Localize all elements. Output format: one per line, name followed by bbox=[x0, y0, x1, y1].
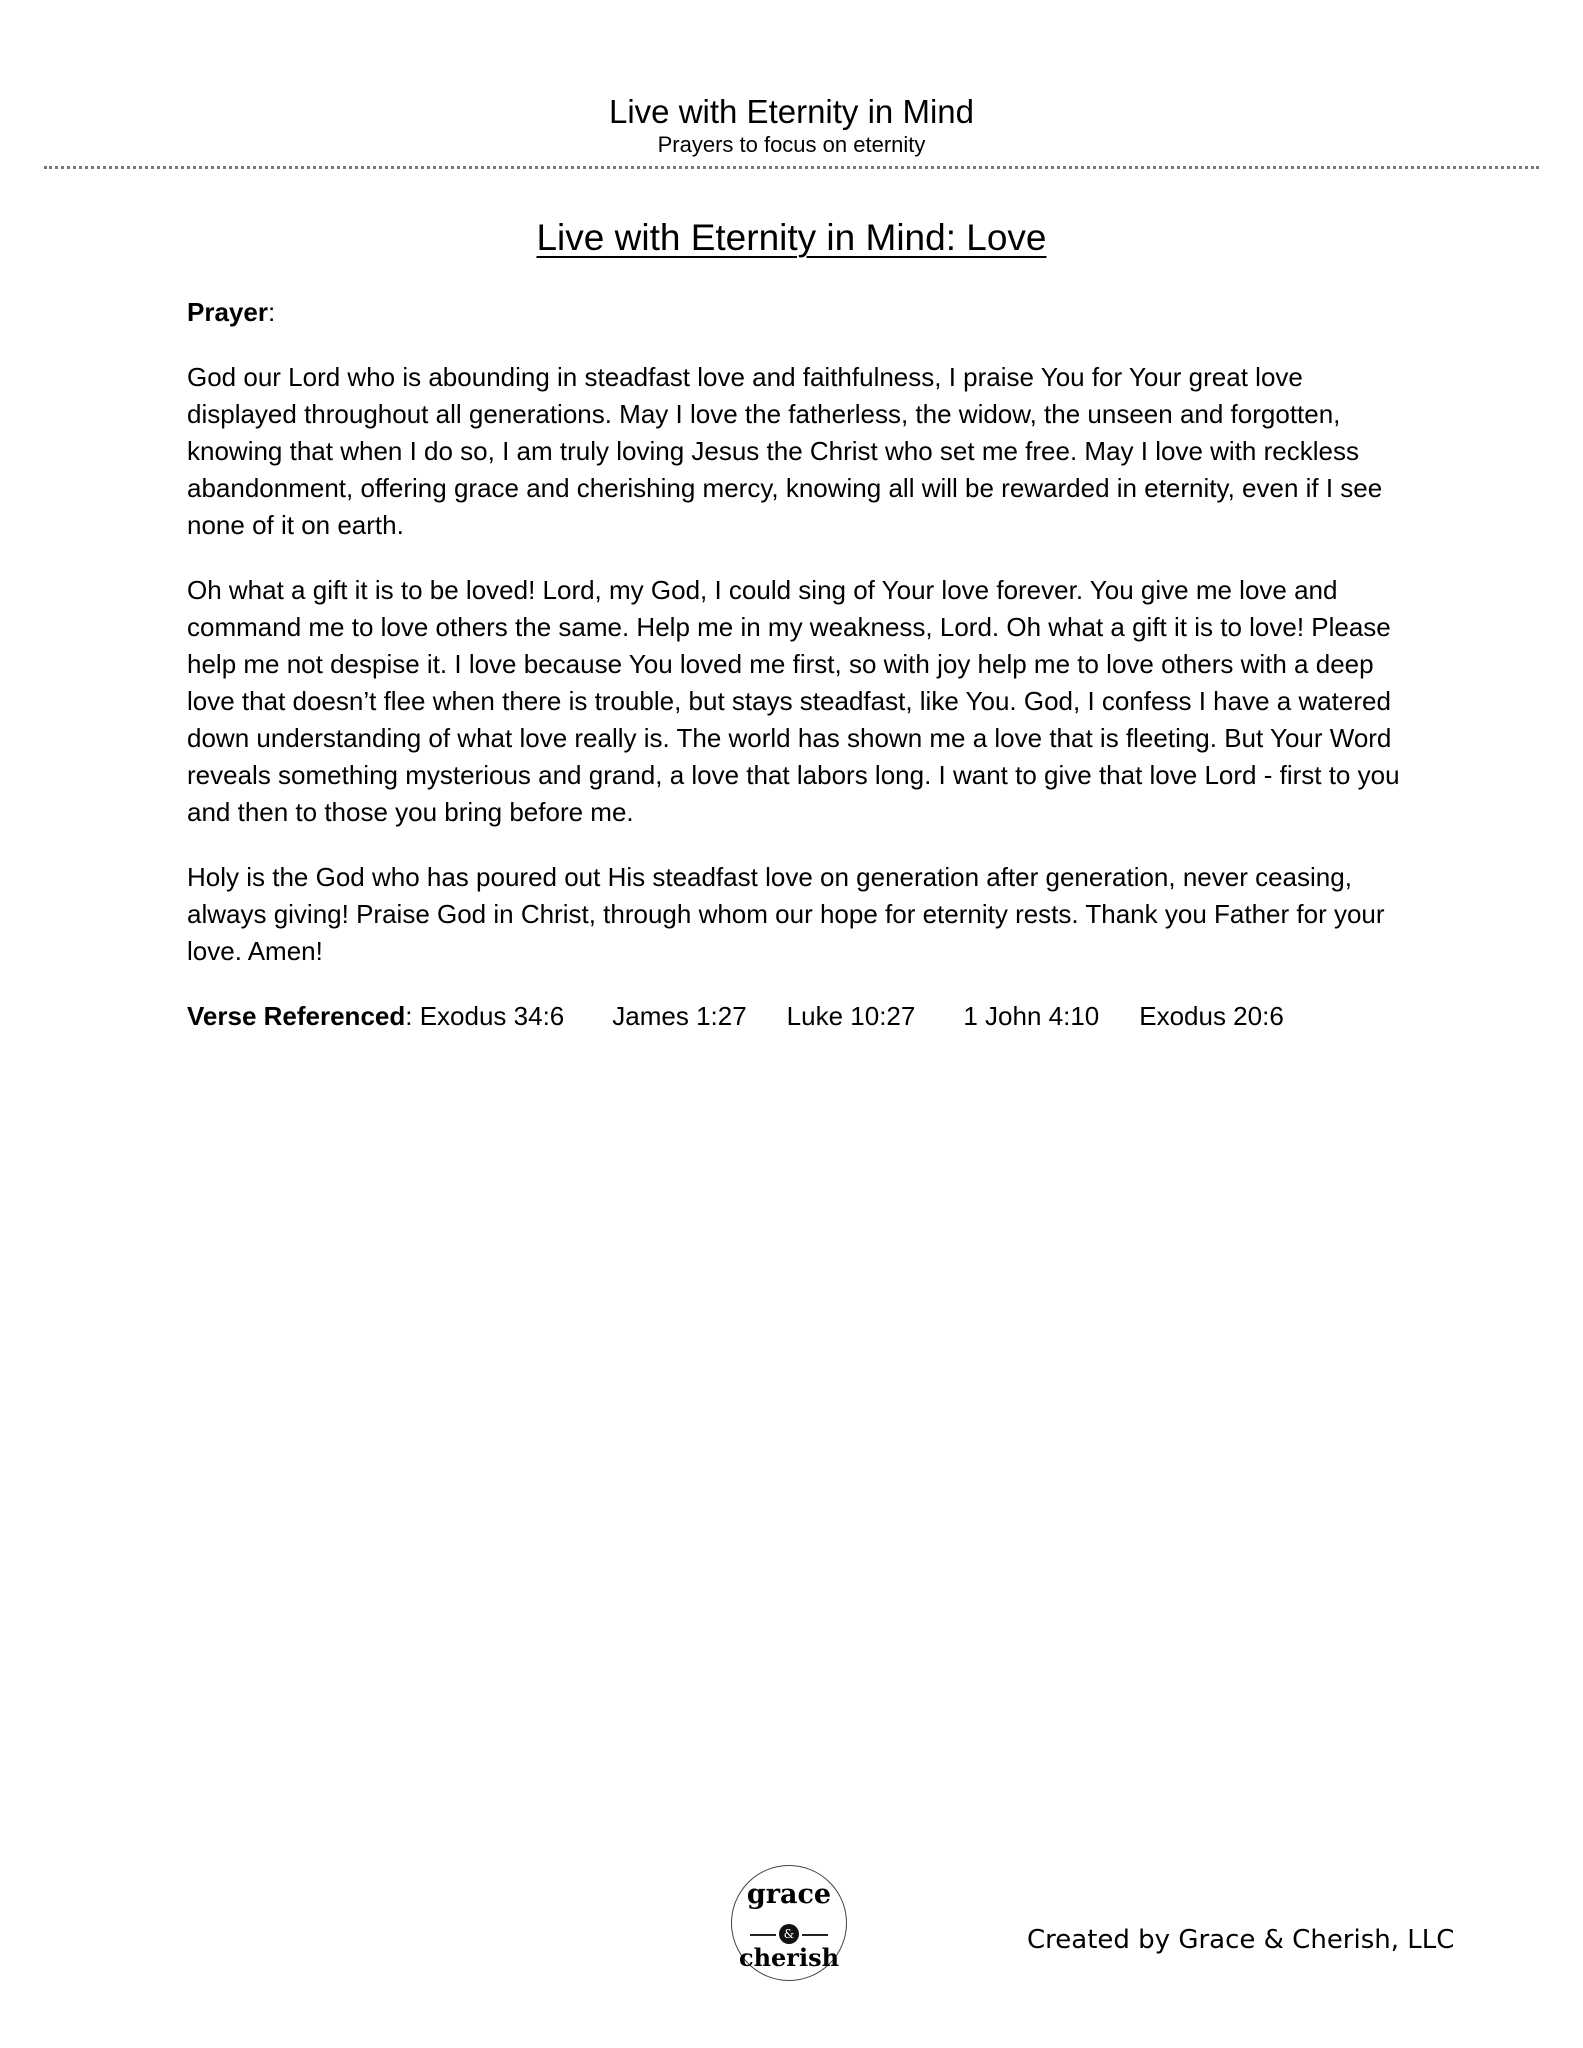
document-header bbox=[0, 92, 1583, 158]
prayer-heading: Prayer: bbox=[187, 297, 276, 327]
logo-top-word: grace bbox=[746, 1879, 832, 1910]
header-title: Live with Eternity in Mind bbox=[609, 93, 974, 130]
logo-bottom-word: cherish bbox=[738, 1943, 840, 1972]
prayer-label: Prayer bbox=[187, 297, 268, 327]
verse-ref: Exodus 20:6 bbox=[1139, 1001, 1284, 1031]
verse-ref: Exodus 34:6 bbox=[419, 1001, 565, 1031]
ampersand-icon: & bbox=[779, 1924, 799, 1944]
prayer-paragraph: Holy is the God who has poured out His steadfast love on generation after generation, never ceasing, always giving! Praise God in Christ, through whom our hope for eternity rests. Thank you Father for your love. Amen! bbox=[187, 862, 1385, 966]
prayer-content bbox=[187, 294, 1402, 1063]
page-title: Live with Eternity in Mind: Love bbox=[536, 217, 1047, 258]
verse-ref: 1 John 4:10 bbox=[963, 1001, 1100, 1031]
footer-credit: Created by Grace & Cherish, LLC bbox=[1027, 1925, 1455, 1955]
grace-and-cherish-logo bbox=[731, 1865, 847, 1981]
verse-ref: James 1:27 bbox=[612, 1001, 747, 1031]
verses-label: Verse Referenced bbox=[187, 1001, 406, 1031]
verses-referenced: Verse Referenced: Exodus 34:6 James 1:27 Luke 10:27 1 John 4:10 Exodus 20:6 bbox=[187, 998, 1402, 1035]
verse-ref: Luke 10:27 bbox=[786, 1001, 916, 1031]
prayer-paragraph: Oh what a gift it is to be loved! Lord, my God, I could sing of Your love forever. You give me love and command me to love others the same. Help me in my weakness, Lord. Oh what a gift it is to love! Please help me not despise it. I love because You loved me first, so with joy help me to love others with a deep love that doesn’t flee when there is trouble, but stays steadfast, like You. God, I confess I have a watered down understanding of what love really is. The world has shown me a love that is fleeting. But Your Word reveals something mysterious and grand, a love that labors long. I want to give that love Lord - first to you and then to those you bring before me. bbox=[187, 575, 1400, 827]
dotted-divider bbox=[44, 166, 1539, 169]
header-subtitle: Prayers to focus on eternity bbox=[657, 132, 926, 157]
prayer-paragraph: God our Lord who is abounding in steadfast love and faithfulness, I praise You for Your great love displayed throughout all generations. May I love the fatherless, the widow, the unseen and forgotten, knowing that when I do so, I am truly loving Jesus the Christ who set me free. May I love with reckless abandonment, offering grace and cherishing mercy, knowing all will be rewarded in eternity, even if I see none of it on earth. bbox=[187, 362, 1383, 540]
